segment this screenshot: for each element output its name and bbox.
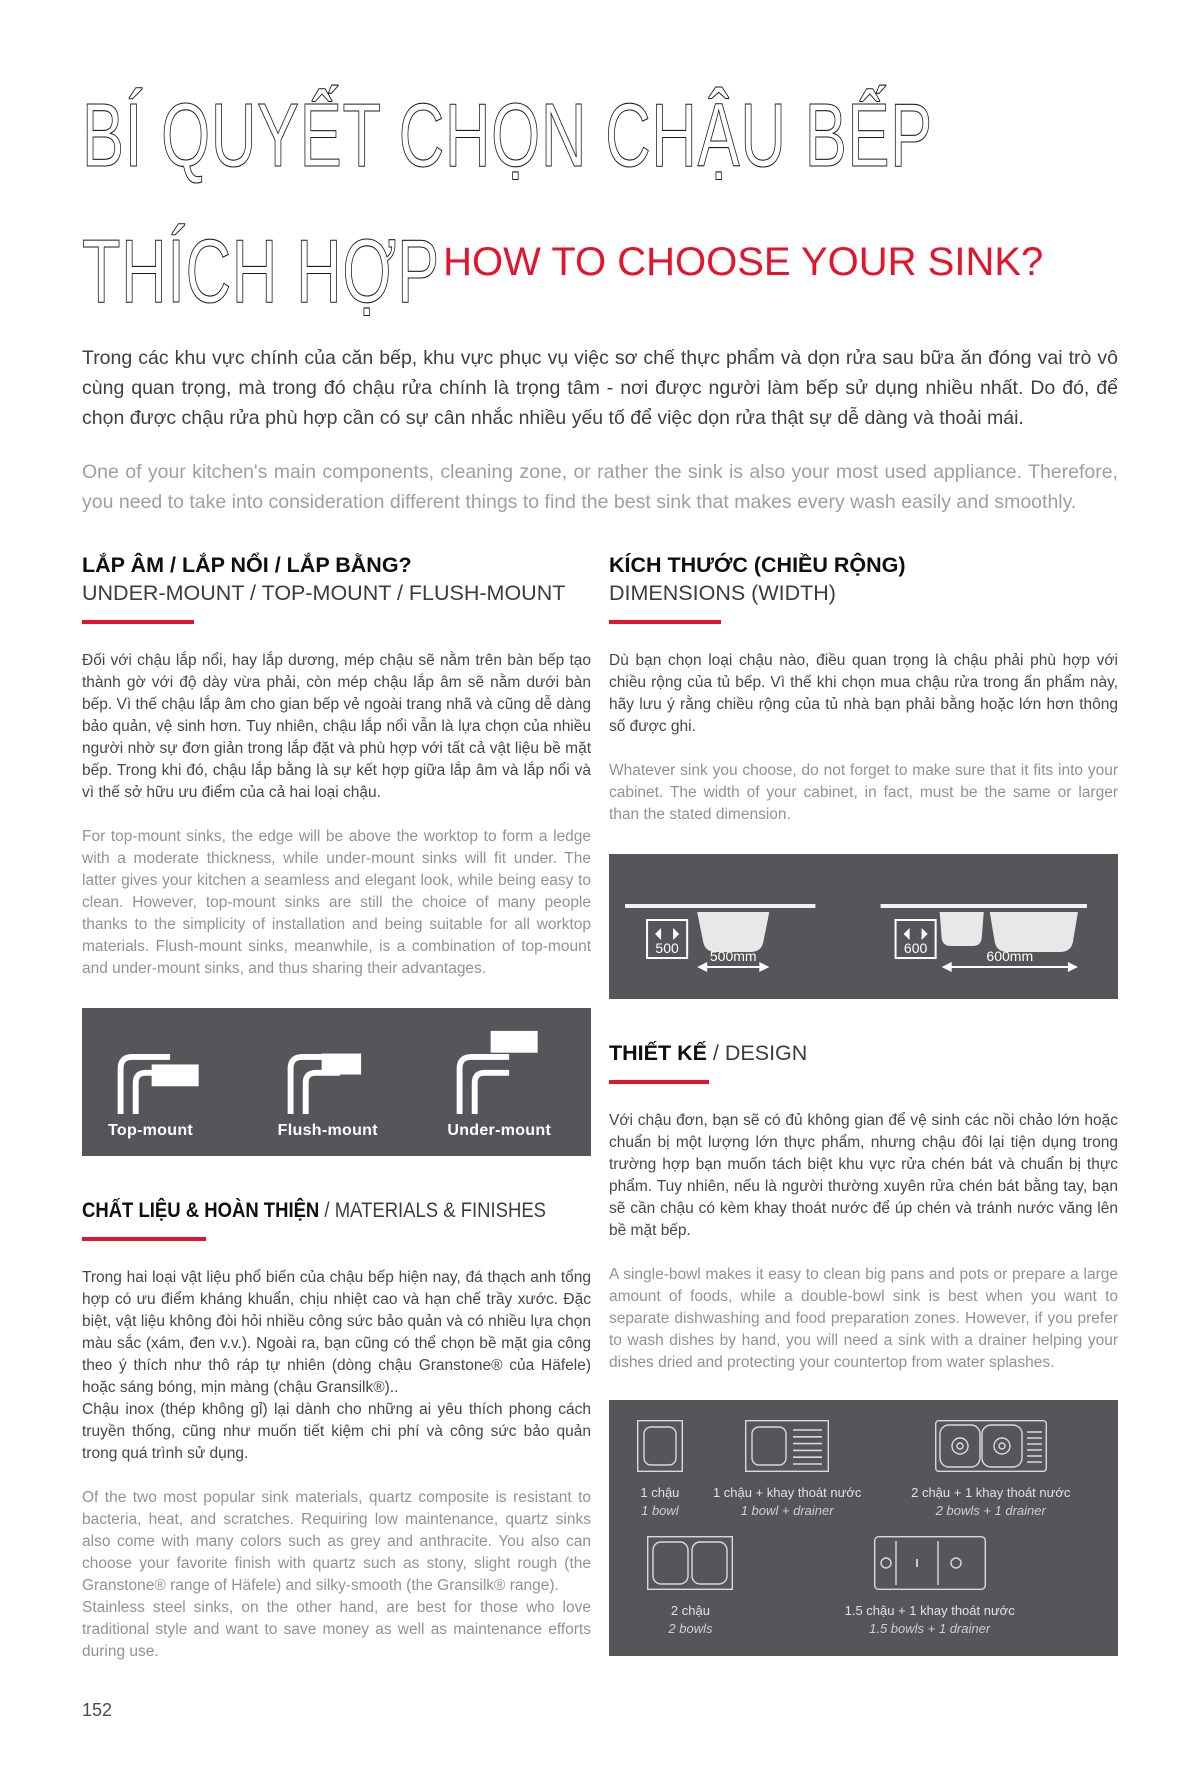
sink-label-english: 1 bowl [641,1503,679,1518]
mounting-heading-english: UNDER-MOUNT / TOP-MOUNT / FLUSH-MOUNT [82,581,566,605]
subtitle-english: HOW TO CHOOSE YOUR SINK? [443,240,1044,284]
mount-diagram-item [421,1030,591,1140]
red-rule [609,620,721,624]
materials-heading-vietnamese: CHẤT LIỆU & HOÀN THIỆN [82,1198,320,1222]
mount-diagram-item [252,1030,422,1140]
under-mount-profile-icon [447,1030,541,1114]
mount-diagram-label: Flush-mount [277,1122,378,1139]
two-bowls-with-drainer-icon [935,1420,1047,1472]
sink-label-english: 1 bowl + drainer [740,1503,834,1518]
sink-type-label [713,1484,861,1520]
mount-diagram-label: Under-mount [447,1122,552,1139]
width-label-600: 600mm [986,948,1034,964]
sink-label-english: 1.5 bowls + 1 drainer [869,1621,991,1636]
two-bowls-icon [647,1536,733,1590]
sink-type-label [911,1484,1070,1520]
width-dimension-arrow-500 [697,948,769,972]
red-rule [609,1080,709,1084]
dimensions-body-vietnamese: Dù bạn chọn loại chậu nào, điều quan trọng là chậu phải phù hợp với chiều rộng của tủ bếp. Vì thế khi chọn mua chậu rửa trong ấn phẩm này, hãy lưu ý rằng chiều rộng của tủ nhà bạn phải bằng hoặc lớn hơn thông số được ghi. [609,652,1118,735]
half-bowl-profile [940,912,984,946]
page-title-line-2: THÍCH HỢP [82,222,440,322]
sink-type-label [845,1602,1015,1638]
sink-type-item [711,1420,864,1520]
materials-heading-text [82,1196,546,1224]
badge-600-text: 600 [903,940,928,956]
dimensions-diagram-panel [609,854,1118,999]
design-diagram-panel [609,1400,1118,1656]
intro-paragraph-english: One of your kitchen's main components, cleaning zone, or rather the sink is also your most used appliance. Therefore, you need to take into consideration different things to find the best sink that makes every wash easily and smoothly. [82,461,1118,513]
countertop-line [625,904,815,908]
title-line-2-row [82,212,1118,323]
red-rule [82,1237,206,1241]
bowl-with-drainer-icon [745,1420,829,1472]
design-row-2 [609,1536,1118,1638]
left-column [82,551,591,1663]
catalog-page [0,86,1200,1783]
intro-paragraph-vietnamese: Trong các khu vực chính của căn bếp, khu vực phục vụ việc sơ chế thực phẩm và dọn rửa sau bữa ăn đóng vai trò vô cùng quan trọng, mà trong đó chậu rửa chính là trọng tâm - nơi được người làm bếp sử dụng nhiều nhất. Do đó, để chọn được chậu rửa phù hợp cần có sự cân nhắc nhiều yếu tố để việc dọn rửa thật sự dễ dàng và thoải mái. [82,347,1118,429]
page-number: 152 [82,1700,113,1720]
cabinet-width-diagram [609,854,1118,999]
sink-label-vietnamese: 1.5 chậu + 1 khay thoát nước [844,1603,1015,1618]
materials-body-english-1: Of the two most popular sink materials, quartz composite is resistant to bacteria, heat, and scratches. Requiring low maintenance, quartz sinks also come with many colors such as grey and anthracite. You also can choose your favorite finish with quartz such as stony, slight rough (the Granstone® range of Häfele) and silky-smooth (the Gransilk® range). [82,1489,591,1594]
sink-label-english: 2 bowls + 1 drainer [935,1503,1046,1518]
materials-heading-english: / MATERIALS & FINISHES [319,1198,547,1222]
width-arrows-icon [904,928,928,940]
single-bowl-icon [637,1420,683,1472]
flush-mount-profile-icon [278,1030,372,1114]
materials-body-english-2: Stainless steel sinks, on the other hand, are best for those who love traditional style and want to save money as well as maintenance efforts during use. [82,1599,591,1660]
sink-type-item [609,1420,711,1520]
width-badge-600 [896,920,936,958]
sink-label-vietnamese: 1 chậu [640,1485,680,1500]
dimensions-section-heading [609,551,1118,607]
one-half-bowl-with-drainer-icon [874,1536,986,1590]
page-header [82,86,1118,323]
sink-label-vietnamese: 1 chậu + khay thoát nước [712,1485,862,1500]
mount-diagram-label: Top-mount [108,1122,194,1139]
width-label-500: 500mm [709,948,757,964]
width-badge-500 [647,920,687,958]
mounting-diagram-panel [82,1008,591,1156]
design-heading-english: / DESIGN [706,1041,808,1065]
page-title-line-1: BÍ QUYẾT CHỌN CHẬU BẾP [82,86,933,186]
mounting-body-vietnamese: Đối với chậu lắp nổi, hay lắp dương, mép chậu sẽ nằm trên bàn bếp tạo thành gờ với độ dày vừa phải, còn mép chậu lắp âm sẽ nằm dưới bàn bếp. Vì thế chậu lắp âm cho gian bếp vẻ ngoài trang nhã và cũng dễ dàng bảo quản, vệ sinh hơn. Tuy nhiên, chậu lắp nổi vẫn là lựa chọn của nhiều người nhờ sự đơn giản trong lắp đặt và phù hợp với tất cả vật liệu bề mặt bếp. Trong khi đó, chậu lắp bằng là sự kết hợp giữa lắp âm và lắp nổi và vì thế sở hữu ưu điểm của cả hai loại chậu. [82,652,591,801]
mounting-heading-vietnamese: LẮP ÂM / LẮP NỔI / LẮP BẰNG? [82,553,412,577]
mount-diagram-item [82,1030,252,1140]
sink-label-english: 2 bowls [668,1621,713,1636]
design-body-english: A single-bowl makes it easy to clean big pans and pots or prepare a large amount of foods, while a double-bowl sink is best when you want to separate dishwashing and food preparation zones. However, if you prefer to wash dishes by hand, you will need a sink with a drainer helping your dishes dried and protecting your countertop from water splashes. [609,1266,1118,1371]
dimensions-heading-vietnamese: KÍCH THƯỚC (CHIỀU RỘNG) [609,553,906,577]
design-row-1 [609,1420,1118,1520]
sink-type-label [640,1484,679,1520]
design-heading-vietnamese: THIẾT KẾ [609,1041,707,1065]
sink-label-vietnamese: 2 chậu + 1 khay thoát nước [911,1485,1071,1500]
main-bowl-profile [990,912,1078,952]
mounting-body-english: For top-mount sinks, the edge will be above the worktop to form a ledge with a moderate thickness, while under-mount sinks will fit under. The latter gives your kitchen a seamless and elegant look, while being easy to clean. However, top-mount sinks are still the choice of many people thanks to the simplicity of installation and being suitable for all worktop materials. Flush-mount sinks, meanwhile, is a combination of top-mount and under-mount sinks, and thus sharing their advantages. [82,828,591,977]
sink-label-vietnamese: 2 chậu [670,1603,710,1618]
sink-type-item [863,1420,1118,1520]
red-rule [82,620,194,624]
two-column-layout [82,551,1118,1663]
design-body-vietnamese: Với chậu đơn, bạn sẽ có đủ không gian để vệ sinh các nồi chảo lớn hoặc chuẩn bị một lượng lớn thực phẩm, nhưng chậu đôi lại tiện dụng trong trường hợp bạn muốn tách biệt khu vực rửa chén bát và chuẩn bị thực phẩm. Tuy nhiên, nếu là người thường xuyên rửa chén bát bằng tay, bạn sẽ cần chậu có kèm khay thoát nước để úp chén và tránh nước văng lên bề mặt bếp. [609,1112,1118,1239]
title-line-1-row [82,86,1118,212]
sink-type-item [609,1536,772,1638]
width-arrows-icon [655,928,679,940]
sink-type-item [772,1536,1088,1638]
right-column [609,551,1118,1663]
materials-body-vietnamese-2: Chậu inox (thép không gỉ) lại dành cho những ai yêu thích phong cách truyền thống, cũng như muốn tiết kiệm chi phí và công sức bảo quản trong quá trình sử dụng. [82,1401,591,1462]
badge-500-text: 500 [655,940,679,956]
single-bowl-profile [697,912,769,952]
materials-body-vietnamese-1: Trong hai loại vật liệu phổ biến của chậu bếp hiện nay, đá thạch anh tổng hợp có ưu điểm kháng khuẩn, chịu nhiệt cao và hạn chế trầy xước. Đặc biệt, vật liệu không đòi hỏi nhiều công sức bảo quản và có nhiều lựa chọn màu sắc (xám, đen v.v.). Ngoài ra, bạn cũng có thể chọn bề mặt gia công theo ý thích như thô ráp tự nhiên (dòng chậu Granstone® của Häfele) hoặc sáng bóng, mịn màng (chậu Gransilk®).. [82,1269,591,1396]
sink-type-label [668,1602,712,1638]
dimensions-body-english: Whatever sink you choose, do not forget to make sure that it fits into your cabinet. The width of your cabinet, in fact, must be the same or larger than the stated dimension. [609,762,1118,823]
materials-section-heading [82,1196,591,1224]
design-section-heading [609,1039,1118,1067]
dimensions-heading-english: DIMENSIONS (WIDTH) [609,581,836,605]
top-mount-profile-icon [108,1030,202,1114]
countertop-line [881,904,1087,908]
mounting-section-heading [82,551,591,607]
